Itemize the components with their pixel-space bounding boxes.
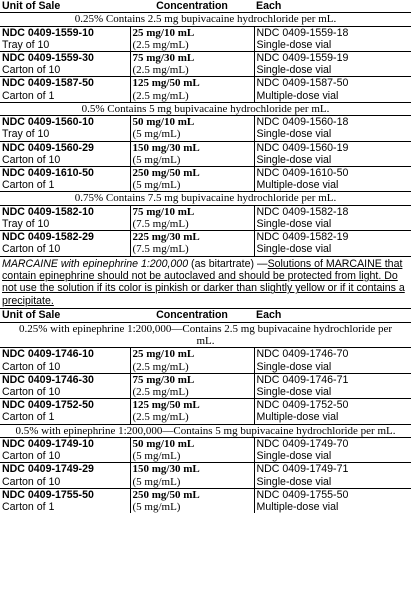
ndc-each: NDC 0409-1560-19 <box>254 141 411 154</box>
concentration-amount: 250 mg/50 mL <box>130 488 254 501</box>
package-size: Carton of 10 <box>0 243 130 255</box>
ndc-unit: NDC 0409-1559-30 <box>0 52 130 65</box>
ndc-unit: NDC 0409-1746-10 <box>0 348 130 361</box>
vial-type: Multiple-dose vial <box>256 179 339 192</box>
vial-type: Single-dose vial <box>256 153 332 166</box>
table-row-sub <box>0 243 411 255</box>
concentration-amount: 25 mg/10 mL <box>130 26 254 39</box>
table-row <box>0 141 411 154</box>
note-bitartrate: (as bitartrate) — <box>188 257 268 270</box>
table-part-2 <box>0 308 411 513</box>
vial-type: Single-dose vial <box>256 450 332 463</box>
ndc-each: NDC 0409-1752-50 <box>254 399 411 412</box>
package-size: Tray of 10 <box>0 218 130 231</box>
section-title: 0.25% with epinephrine 1:200,000—Contains 2.5 mg bupivacaine hydrochloride per mL. <box>0 322 411 348</box>
package-size: Carton of 10 <box>0 154 130 167</box>
ndc-each: NDC 0409-1559-18 <box>254 26 411 39</box>
table-row-sub <box>0 154 411 167</box>
concentration-per-ml: (2.5 mg/mL) <box>130 39 254 52</box>
header-unit-of-sale: Unit of Sale <box>0 309 130 322</box>
table-row <box>0 399 411 412</box>
table-row <box>0 205 411 218</box>
vial-type: Single-dose vial <box>256 360 332 373</box>
table-row-sub <box>0 361 411 374</box>
package-size: Carton of 1 <box>0 179 130 192</box>
concentration-per-ml: (2.5 mg/mL) <box>130 386 254 399</box>
vial-type: Multiple-dose vial <box>256 500 339 513</box>
table-row-sub <box>0 386 411 399</box>
header-concentration: Concentration <box>130 309 254 322</box>
ndc-unit: NDC 0409-1560-10 <box>0 116 130 129</box>
table-row-sub <box>0 179 411 192</box>
vial-type: Single-dose vial <box>256 385 332 398</box>
section-title: 0.5% Contains 5 mg bupivacaine hydrochloride per mL. <box>0 102 411 115</box>
concentration-amount: 75 mg/10 mL <box>130 205 254 218</box>
epinephrine-note <box>0 256 411 309</box>
ndc-unit: NDC 0409-1610-50 <box>0 167 130 180</box>
package-size: Carton of 10 <box>0 450 130 463</box>
ndc-unit: NDC 0409-1755-50 <box>0 488 130 501</box>
vial-type: Single-dose vial <box>256 128 332 141</box>
table-row <box>0 348 411 361</box>
ndc-unit: NDC 0409-1582-10 <box>0 205 130 218</box>
ndc-unit: NDC 0409-1752-50 <box>0 399 130 412</box>
table-row-sub <box>0 501 411 513</box>
section-title: 0.75% Contains 7.5 mg bupivacaine hydrochloride per mL. <box>0 192 411 205</box>
ndc-each: NDC 0409-1755-50 <box>254 488 411 501</box>
note-warning: Solutions of MARCAINE that contain epinephrine should not be autoclaved and should be protected from light. Do not use the solution if its color is pinkish or darker than slightly yellow or if it contains a precipitate. <box>2 257 405 307</box>
package-size: Carton of 10 <box>0 64 130 77</box>
table-row-sub <box>0 411 411 424</box>
ndc-each: NDC 0409-1749-70 <box>254 437 411 450</box>
table-row <box>0 26 411 39</box>
table-row-sub <box>0 450 411 463</box>
ndc-each: NDC 0409-1587-50 <box>254 77 411 90</box>
ndc-unit: NDC 0409-1559-10 <box>0 26 130 39</box>
header-each: Each <box>254 0 411 13</box>
header-row <box>0 0 411 13</box>
table-row <box>0 463 411 476</box>
vial-type: Multiple-dose vial <box>256 89 339 102</box>
concentration-per-ml: (7.5 mg/mL) <box>130 218 254 231</box>
concentration-per-ml: (2.5 mg/mL) <box>130 361 254 374</box>
concentration-amount: 75 mg/30 mL <box>130 52 254 65</box>
section-title-row <box>0 192 411 205</box>
section-title-row <box>0 322 411 348</box>
section-title-row <box>0 102 411 115</box>
table-row <box>0 116 411 129</box>
table-row <box>0 52 411 65</box>
ndc-each: NDC 0409-1610-50 <box>254 167 411 180</box>
section-title-row <box>0 13 411 26</box>
package-size: Tray of 10 <box>0 128 130 141</box>
table-row <box>0 231 411 244</box>
concentration-per-ml: (7.5 mg/mL) <box>130 243 254 255</box>
table-row <box>0 488 411 501</box>
vial-type: Single-dose vial <box>256 243 332 256</box>
vial-type: Multiple-dose vial <box>256 411 339 424</box>
ndc-unit: NDC 0409-1746-30 <box>0 373 130 386</box>
concentration-per-ml: (5 mg/mL) <box>130 450 254 463</box>
header-row-2 <box>0 309 411 322</box>
ndc-each: NDC 0409-1746-71 <box>254 373 411 386</box>
table-row-sub <box>0 128 411 141</box>
package-size: Carton of 10 <box>0 361 130 374</box>
concentration-amount: 125 mg/50 mL <box>130 77 254 90</box>
table-part-1 <box>0 0 411 256</box>
package-size: Carton of 1 <box>0 501 130 513</box>
concentration-amount: 250 mg/50 mL <box>130 167 254 180</box>
ndc-each: NDC 0409-1560-18 <box>254 116 411 129</box>
table-row-sub <box>0 218 411 231</box>
table-body-part-2 <box>0 322 411 513</box>
header-concentration: Concentration <box>130 0 254 13</box>
concentration-per-ml: (2.5 mg/mL) <box>130 64 254 77</box>
section-title: 0.5% with epinephrine 1:200,000—Contains 5 mg bupivacaine hydrochloride per mL. <box>0 424 411 437</box>
package-size: Carton of 10 <box>0 386 130 399</box>
table-row <box>0 167 411 180</box>
ndc-each: NDC 0409-1559-19 <box>254 52 411 65</box>
package-size: Carton of 1 <box>0 90 130 103</box>
section-title-row <box>0 424 411 437</box>
concentration-per-ml: (5 mg/mL) <box>130 154 254 167</box>
concentration-amount: 25 mg/10 mL <box>130 348 254 361</box>
concentration-amount: 50 mg/10 mL <box>130 116 254 129</box>
table-row <box>0 77 411 90</box>
ndc-unit: NDC 0409-1749-10 <box>0 437 130 450</box>
ndc-unit: NDC 0409-1587-50 <box>0 77 130 90</box>
concentration-per-ml: (5 mg/mL) <box>130 128 254 141</box>
ndc-each: NDC 0409-1746-70 <box>254 348 411 361</box>
vial-type: Single-dose vial <box>256 218 332 231</box>
table-row-sub <box>0 90 411 103</box>
concentration-amount: 125 mg/50 mL <box>130 399 254 412</box>
concentration-per-ml: (2.5 mg/mL) <box>130 90 254 103</box>
table-body-part-1 <box>0 13 411 256</box>
package-size: Carton of 10 <box>0 476 130 489</box>
concentration-amount: 225 mg/30 mL <box>130 231 254 244</box>
note-product-name: MARCAINE with epinephrine 1:200,000 <box>2 257 189 270</box>
vial-type: Single-dose vial <box>256 475 332 488</box>
ndc-unit: NDC 0409-1560-29 <box>0 141 130 154</box>
vial-type: Single-dose vial <box>256 64 332 77</box>
ndc-unit: NDC 0409-1582-29 <box>0 231 130 244</box>
section-title: 0.25% Contains 2.5 mg bupivacaine hydrochloride per mL. <box>0 13 411 26</box>
concentration-amount: 75 mg/30 mL <box>130 373 254 386</box>
concentration-per-ml: (5 mg/mL) <box>130 179 254 192</box>
ndc-each: NDC 0409-1582-18 <box>254 205 411 218</box>
table-row-sub <box>0 39 411 52</box>
concentration-per-ml: (5 mg/mL) <box>130 476 254 489</box>
table-row <box>0 373 411 386</box>
table-row <box>0 437 411 450</box>
package-size: Tray of 10 <box>0 39 130 52</box>
package-size: Carton of 1 <box>0 411 130 424</box>
ndc-unit: NDC 0409-1749-29 <box>0 463 130 476</box>
table-row-sub <box>0 476 411 489</box>
ndc-each: NDC 0409-1582-19 <box>254 231 411 244</box>
ndc-each: NDC 0409-1749-71 <box>254 463 411 476</box>
concentration-per-ml: (5 mg/mL) <box>130 501 254 513</box>
concentration-amount: 150 mg/30 mL <box>130 463 254 476</box>
table-row-sub <box>0 64 411 77</box>
concentration-amount: 50 mg/10 mL <box>130 437 254 450</box>
concentration-amount: 150 mg/30 mL <box>130 141 254 154</box>
concentration-per-ml: (2.5 mg/mL) <box>130 411 254 424</box>
header-unit-of-sale: Unit of Sale <box>0 0 130 13</box>
vial-type: Single-dose vial <box>256 38 332 51</box>
header-each: Each <box>254 309 411 322</box>
